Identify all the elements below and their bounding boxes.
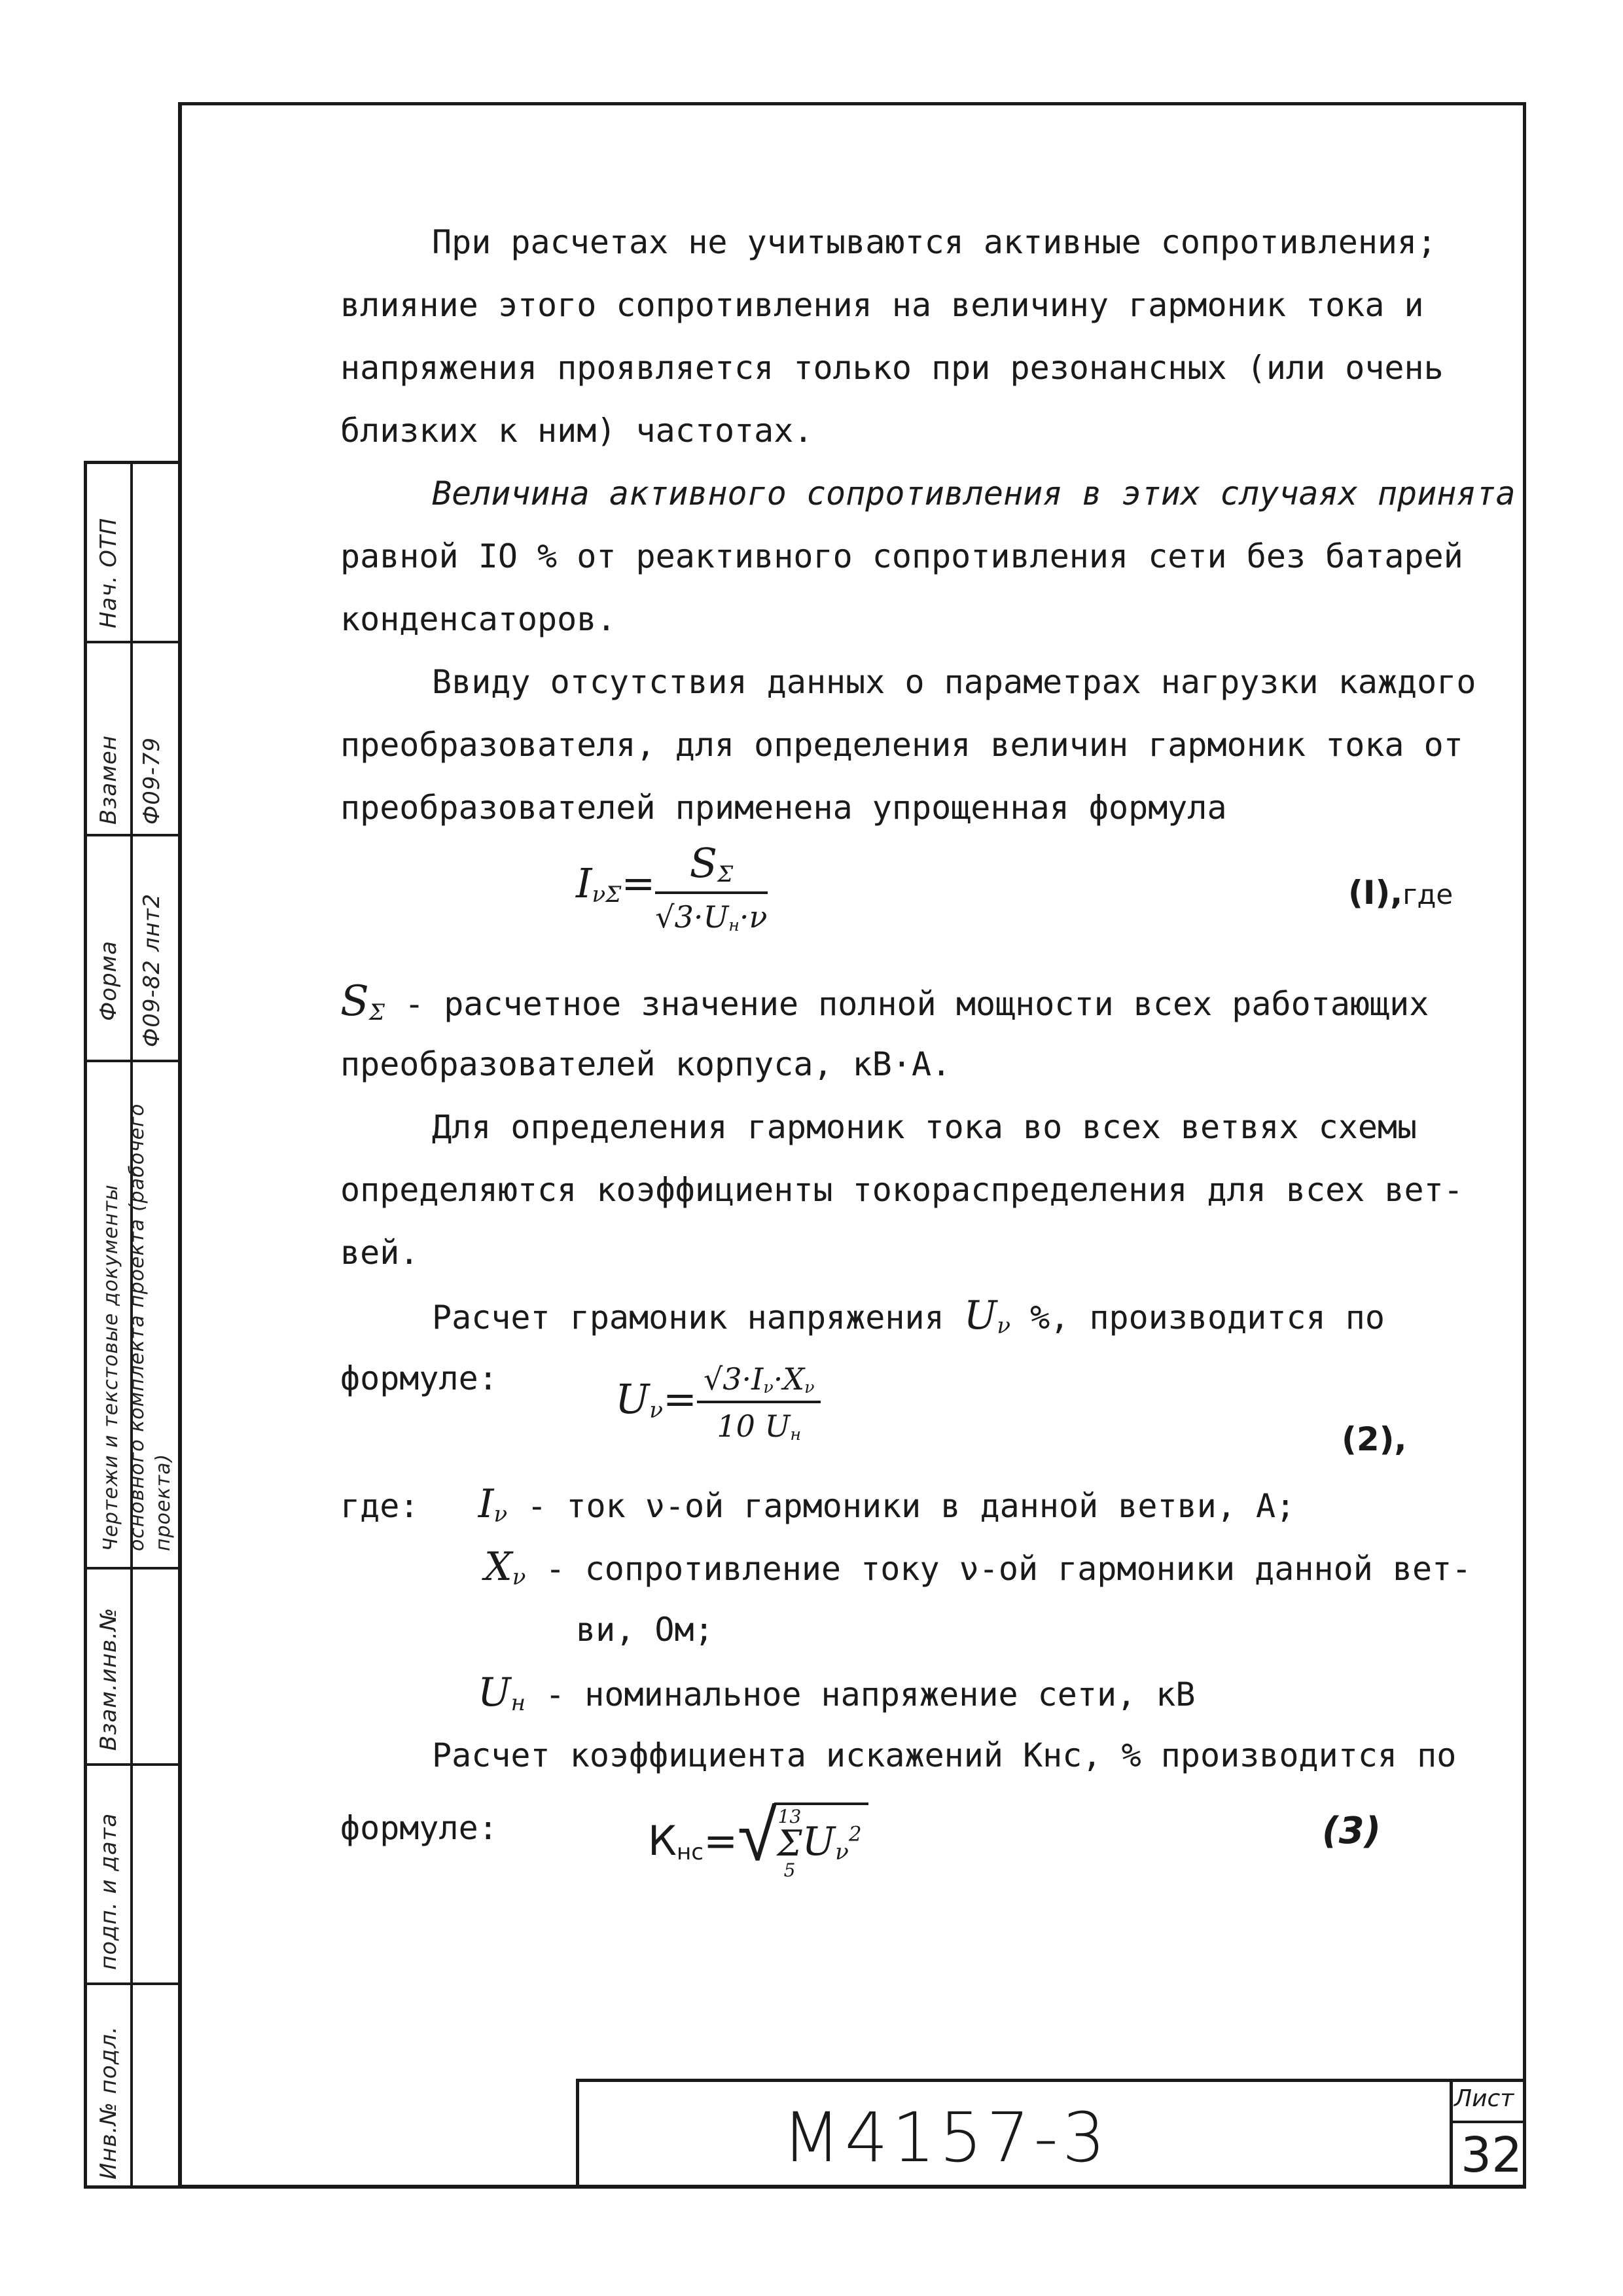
side-cell-divider (87, 1060, 182, 1062)
formula-3-number: (3) (1322, 1810, 1382, 1852)
f1-eq: = (621, 859, 656, 908)
f2-lhs: U (615, 1375, 650, 1424)
formula-2-number: (2), (1342, 1420, 1407, 1458)
def-U-text: - номинальное напряжение сети, кВ (525, 1676, 1196, 1713)
p5-sub: ν (997, 1312, 1011, 1339)
side-cell-divider (87, 1763, 182, 1766)
sheet-box-divider (1450, 2121, 1526, 2123)
f3-sum-lower: 5 (783, 1859, 796, 1881)
f2-numerator-tail: ·X (773, 1361, 805, 1397)
f3-lhs-sub: нс (677, 1839, 704, 1865)
f2-numerator-sub: ν (763, 1378, 774, 1397)
f1-lhs: I (576, 859, 592, 908)
p5-line-1 (432, 1284, 1385, 1357)
f3-radicand (774, 1803, 868, 1880)
def-I-symbol: I (478, 1481, 494, 1527)
s-def-text: - расчетное значение полной мощности всех работающих (384, 985, 1429, 1023)
f1-lhs-sub: νΣ (592, 881, 622, 908)
p1-line-3: напряжения проявляется только при резонансных (или очень (340, 349, 1444, 387)
sign-date-label: подп. и дата (96, 1812, 122, 1970)
def-X-symbol: X (484, 1544, 512, 1590)
def-U-sub: н (510, 1689, 526, 1716)
formula-1 (576, 839, 768, 935)
p2-line-2: равной IO % от реактивного сопротивления сети без батарей (340, 537, 1463, 575)
f1-numerator: S (689, 839, 718, 887)
p1-line-4: близких к ним) частотах. (340, 412, 813, 450)
p4-line-3: вей. (340, 1234, 419, 1272)
f1-fraction (655, 839, 767, 935)
document-code: М4157-3 (782, 2098, 1110, 2178)
s-definition-line-2: преобразователей корпуса, кВ·А. (340, 1045, 952, 1083)
def-I-text: - ток ν-ой гармоники в данной ветви, А; (507, 1487, 1296, 1525)
sigma-icon: Σ (777, 1822, 802, 1864)
p3-line-3: преобразователей применена упрощенная формула (340, 789, 1227, 827)
def-I-sub: ν (493, 1501, 508, 1528)
p5-start: Расчет грамоник напряжения (432, 1299, 944, 1336)
p5-line-2: формуле: (340, 1359, 498, 1397)
f3-sum (777, 1805, 802, 1881)
sheet-number: 32 (1461, 2127, 1523, 2183)
replacement-inv-label: Взам.инв.№ (96, 1607, 122, 1751)
side-cell-divider (87, 1982, 182, 1985)
def-U-symbol: U (478, 1670, 511, 1715)
f3-eq: = (704, 1817, 738, 1865)
f3-term-sup: 2 (848, 1822, 862, 1846)
f1-numerator-sub: Σ (717, 861, 734, 888)
p1-line-1: При расчетах не учитываются активные сопротивления; (432, 223, 1437, 261)
p6-line-1: Расчет коэффициента искажений Кнс, % производится по (432, 1736, 1457, 1774)
formula-3 (648, 1793, 868, 1880)
f2-denominator-sub: н (790, 1425, 801, 1444)
s-def-symbol: S (340, 977, 369, 1026)
drawings-label: Чертежи и текстовые документы основного комплекта проекта (рабочего проекта) (99, 1103, 175, 1551)
replaced-label: Взамен (96, 734, 122, 825)
p6-line-2: формуле: (340, 1809, 498, 1847)
f1-denominator-sub: н (728, 915, 740, 935)
p4-line-1: Для определения гармоник тока во всех ветвях схемы (432, 1108, 1418, 1146)
p5-end: %, производится по (1010, 1299, 1385, 1336)
p5-symbol: U (963, 1293, 997, 1338)
f2-eq: = (662, 1375, 697, 1424)
f3-lhs: К (648, 1817, 677, 1865)
def-X-sub: ν (512, 1564, 526, 1590)
f2-lhs-sub: ν (649, 1397, 663, 1424)
side-cell-divider (87, 1567, 182, 1570)
side-cell-divider (87, 641, 182, 643)
f2-numerator-tail-sub: ν (804, 1378, 815, 1397)
head-dept-label: Нач. ОТП (96, 517, 122, 628)
formula-1-suffix: где (1402, 878, 1454, 910)
f3-term: U (802, 1819, 836, 1865)
f3-sum-upper: 13 (777, 1805, 802, 1827)
inv-label: Инв.№ подл. (96, 2026, 122, 2179)
where-label: где: (340, 1487, 419, 1525)
form-value: Ф09-82 лнт2 (139, 893, 165, 1047)
formula-2 (615, 1361, 821, 1444)
f3-term-sub: ν (835, 1839, 849, 1865)
f2-denominator: 10 U (717, 1408, 791, 1444)
def-X-line-2: ви, Ом; (576, 1611, 714, 1649)
def-X-text: - сопротивление току ν-ой гармоники данной вет- (526, 1550, 1472, 1588)
f1-denominator-tail: ·ν (739, 899, 768, 935)
p3-line-1: Ввиду отсутствия данных о параметрах нагрузки каждого (432, 663, 1476, 701)
p2-line-1: Величина активного сопротивления в этих случаях принята (432, 475, 1516, 512)
f1-denominator: √3·U (655, 899, 729, 935)
formula-1-number: (I),где (1348, 874, 1454, 912)
side-cell-divider (87, 834, 182, 836)
f2-fraction (697, 1361, 821, 1444)
f2-numerator: √3·I (703, 1361, 764, 1397)
p1-line-2: влияние этого сопротивления на величину гармоник тока и (340, 286, 1424, 324)
p3-line-2: преобразователя, для определения величин гармоник тока от (340, 726, 1463, 764)
form-label: Форма (96, 940, 122, 1021)
p2-line-3: конденсаторов. (340, 600, 616, 638)
replaced-value: Ф09-79 (139, 736, 165, 825)
sheet-label: Лист (1454, 2085, 1514, 2112)
s-def-sub: Σ (368, 999, 385, 1026)
radical-sign-icon: √ (738, 1793, 777, 1877)
p4-line-2: определяются коэффициенты токораспределения для всех вет- (340, 1171, 1463, 1209)
